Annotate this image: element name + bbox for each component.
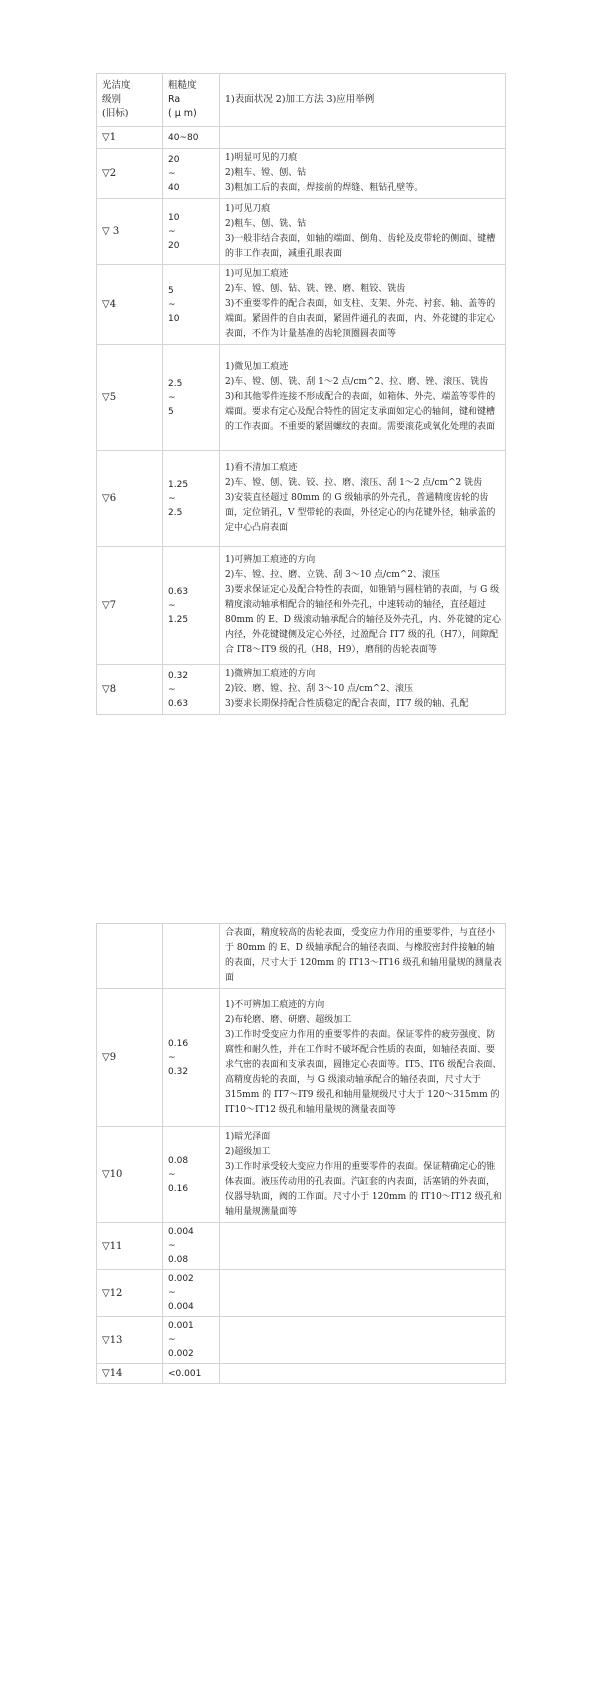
ra-value: ~ [168, 168, 176, 179]
table-row [97, 1317, 506, 1364]
description-cell [220, 1270, 506, 1317]
ra-value: 0.32 [168, 1066, 189, 1077]
table-row [97, 1127, 506, 1223]
grade-cell [97, 665, 163, 715]
description-line: 3)安装直径超过 80mm 的 G 级轴承的外壳孔，普通精度齿轮的齿面，定位销孔，V 型带轮的表面，外径定心的内花键外径，轴承盖的定中心凸肩表面 [225, 493, 496, 533]
grade-value: ▽13 [102, 1334, 123, 1346]
description-line: 3)一般非结合表面，如轴的端面、倒角、齿轮及皮带轮的侧面、键槽的非工作表面，减重孔眼表面 [225, 233, 496, 259]
ra-value: 40 [168, 182, 180, 193]
table-row [97, 265, 506, 345]
ra-cell [163, 1270, 220, 1317]
description-line: 2)超级加工 [225, 1146, 271, 1157]
ra-cell [163, 1127, 220, 1223]
grade-value: ▽ 3 [102, 226, 120, 237]
grade-cell [97, 451, 163, 547]
ra-cell [163, 989, 220, 1127]
grade-cell [97, 265, 163, 345]
ra-value: 1.25 [168, 614, 189, 625]
description-cell [220, 127, 506, 149]
grade-cell [97, 1127, 163, 1223]
roughness-table-page-2 [96, 923, 506, 1384]
description-line: 1)可见加工痕迹 [225, 269, 289, 279]
ra-value: 0.08 [168, 1155, 189, 1166]
table-row [97, 199, 506, 265]
grade-cell [97, 547, 163, 665]
description-line: 2)车、镗、刨、铣、铰、拉、磨、滚压、刮 1～2 点/cm^2 铣齿 [225, 478, 483, 488]
grade-value: ▽2 [102, 168, 117, 179]
ra-cell [163, 665, 220, 715]
table-row [97, 989, 506, 1127]
roughness-table-continued [96, 923, 506, 1384]
description-cell [220, 989, 506, 1127]
table-header-row [97, 74, 506, 127]
ra-value: 20 [168, 240, 180, 251]
ra-value: 0.16 [168, 1038, 189, 1049]
description-line: 1)可辨加工痕迹的方向 [225, 555, 316, 565]
grade-cell [97, 1317, 163, 1364]
description-cell [220, 547, 506, 665]
grade-value: ▽14 [102, 1368, 123, 1379]
grade-cell [97, 1364, 163, 1384]
description-line: 2)布轮磨、磨、研磨、超级加工 [225, 1014, 352, 1025]
table-row [97, 547, 506, 665]
ra-value: 0.002 [168, 1349, 194, 1359]
ra-value: ~ [168, 1288, 176, 1298]
description-line: 1)暗光泽面 [225, 1131, 271, 1142]
grade-value: ▽11 [102, 1240, 123, 1252]
ra-value: 0.002 [168, 1274, 194, 1284]
ra-value: 20 [168, 154, 180, 165]
ra-value: ~ [168, 226, 176, 237]
header-ra: 粗糙度 Ra ( μ m) [163, 74, 220, 127]
description-line: 2)粗车、刨、铣、钻 [225, 218, 307, 229]
ra-cell [163, 547, 220, 665]
table-row [97, 665, 506, 715]
description-cell [220, 1223, 506, 1270]
header-description: 1)表面状况 2)加工方法 3)应用举例 [220, 74, 506, 127]
ra-value: ~ [168, 493, 176, 504]
table-row [97, 345, 506, 451]
table-row [97, 149, 506, 199]
ra-value: ~ [168, 1169, 176, 1180]
ra-cell [163, 149, 220, 199]
table-row [97, 451, 506, 547]
table-row [97, 924, 506, 989]
ra-value: 0.63 [168, 698, 189, 709]
description-cell [220, 1364, 506, 1384]
ra-value: 0.08 [168, 1255, 189, 1265]
ra-value: 0.16 [168, 1183, 189, 1194]
table-row [97, 1364, 506, 1384]
grade-value: ▽9 [102, 1052, 117, 1063]
ra-cell [163, 265, 220, 345]
description-line: 2)车、镗、拉、磨、立铣、刮 3～10 点/cm^2、滚压 [225, 570, 441, 580]
description-line: 1)明显可见的刀痕 [225, 153, 298, 163]
ra-value: 0.001 [168, 1321, 194, 1331]
ra-cell [163, 924, 220, 989]
grade-value: ▽7 [102, 600, 117, 611]
description-line: 3)工作时承受较大变应力作用的重要零件的表面。保证精确定心的锥体表面。液压传动用的孔表面。汽缸套的内表面，活塞销的外表面，仪器导轨面，阀的工作面。尺寸小于 120mm 的 IT10～IT12 级孔和轴用量规测量面等 [225, 1161, 502, 1217]
description-line: 3)要求保证定心及配合特性的表面，如锥销与圆柱销的表面，与 G 级精度滚动轴承相配合的轴径和外壳孔，中速转动的轴径，直径超过 80mm 的 E、D 级滚动轴承配合的轴径及外壳孔，内、外花键的定心内径，外花键键侧及定心外径，过盈配合 IT7 级的孔（H7），间隙配合 IT8～IT9 级的孔（H8，H9），磨削的齿轮表面等 [225, 585, 501, 655]
grade-cell [97, 1270, 163, 1317]
description-line: 3)粗加工后的表面，焊接前的焊缝、粗钻孔壁等。 [225, 183, 424, 193]
ra-cell [163, 451, 220, 547]
grade-value: ▽10 [102, 1169, 123, 1180]
description-cell [220, 1127, 506, 1223]
ra-value: ~ [168, 1241, 176, 1251]
ra-cell [163, 1317, 220, 1364]
header-grade: 光洁度 级别 (旧标) [97, 74, 163, 127]
description-line: 1)不可辨加工痕迹的方向 [225, 999, 325, 1010]
table-row [97, 1270, 506, 1317]
grade-value: ▽5 [102, 392, 117, 403]
grade-value: ▽6 [102, 493, 117, 504]
grade-cell [97, 989, 163, 1127]
ra-cell [163, 1364, 220, 1384]
description-cell [220, 265, 506, 345]
table-row [97, 1223, 506, 1270]
ra-value: ~ [168, 299, 176, 310]
grade-value: ▽8 [102, 684, 117, 695]
ra-value: 2.5 [168, 507, 183, 518]
grade-cell [97, 149, 163, 199]
ra-value: ~ [168, 600, 176, 611]
description-line: 3)要求长期保持配合性质稳定的配合表面，IT7 级的轴、孔配 [225, 699, 469, 709]
ra-value: ~ [168, 392, 176, 403]
description-cell [220, 1317, 506, 1364]
roughness-table [96, 73, 506, 715]
description-line: 2)车、镗、刨、钻、铣、锉、磨、粗铰、铣齿 [225, 284, 406, 294]
description-cell [220, 149, 506, 199]
ra-cell [163, 1223, 220, 1270]
description-line: 3)工作时受变应力作用的重要零件的表面。保证零件的疲劳强度、防腐性和耐久性，并在工作时不破坏配合性质的表面，如轴径表面、要求气密的表面和支承表面，圆锥定心表面等。IT5、IT6 级配合表面、高精度齿轮的表面，与 G 级滚动轴承配合的轴径表面，尺寸大于 315mm 的 IT7～IT9 级孔和轴用量规级尺寸大于 120～315mm 的 IT10～IT12 级孔和轴用量规的测量表面等 [225, 1029, 502, 1115]
description-line: 2)车、镗、刨、铣、刮 1～2 点/cm^2、拉、磨、锉、滚压、铣齿 [225, 377, 489, 387]
description-line: 2)粗车、镗、刨、钻 [225, 168, 307, 178]
ra-value: 0.004 [168, 1302, 194, 1312]
description-line: 2)铰、磨、镗、拉、刮 3～10 点/cm^2、滚压 [225, 684, 414, 694]
ra-value: 5 [168, 285, 174, 296]
description-line: 1)看不清加工痕迹 [225, 463, 298, 473]
ra-value: 5 [168, 406, 174, 417]
roughness-table-page-1 [96, 73, 506, 715]
ra-value: 0.32 [168, 670, 189, 681]
description-line: 1)微辨加工痕迹的方向 [225, 669, 316, 679]
grade-value: ▽1 [102, 132, 117, 143]
description-cell [220, 924, 506, 989]
grade-cell [97, 345, 163, 451]
ra-value: ~ [168, 1335, 176, 1345]
grade-cell [97, 127, 163, 149]
ra-value: 10 [168, 313, 180, 324]
description-line: 合表面，精度较高的齿轮表面，受变应力作用的重要零件，与直径小于 80mm 的 E、D 级轴承配合的轴径表面、与橡胶密封件接触的轴的表面，尺寸大于 120mm 的 IT13～IT16 级孔和轴用量规的测量表面 [225, 928, 502, 983]
description-cell [220, 199, 506, 265]
ra-value: <0.001 [168, 1368, 202, 1379]
description-cell [220, 665, 506, 715]
grade-cell [97, 199, 163, 265]
grade-value: ▽12 [102, 1287, 123, 1299]
description-line: 3)不重要零件的配合表面，如支柱、支架、外壳、衬套、轴、盖等的端面。紧固件的自由表面，紧固件通孔的表面，内、外花键的非定心表面，不作为计量基准的齿轮顶圈圆表面等 [225, 299, 496, 339]
grade-cell [97, 924, 163, 989]
grade-cell [97, 1223, 163, 1270]
ra-value: 0.63 [168, 586, 189, 597]
table-row [97, 127, 506, 149]
ra-value: ~ [168, 684, 176, 695]
description-cell [220, 451, 506, 547]
ra-value: 2.5 [168, 378, 183, 389]
ra-value: 1.25 [168, 479, 189, 490]
description-cell [220, 345, 506, 451]
ra-value: 40~80 [168, 132, 199, 143]
ra-value: 0.004 [168, 1227, 194, 1237]
ra-value: ~ [168, 1052, 176, 1063]
ra-value: 10 [168, 212, 180, 223]
ra-cell [163, 199, 220, 265]
description-line: 1)可见刀痕 [225, 203, 271, 214]
ra-cell [163, 345, 220, 451]
grade-value: ▽4 [102, 299, 117, 310]
ra-cell [163, 127, 220, 149]
description-line: 1)微见加工痕迹 [225, 362, 289, 372]
description-line: 3)和其他零件连接不形成配合的表面，如箱体、外壳、端盖等零件的端面。要求有定心及配合特性的固定支承面如定心的轴间，键和键槽的工作表面。不重要的紧固螺纹的表面。需要滚花或氧化处理的表面 [225, 392, 496, 432]
